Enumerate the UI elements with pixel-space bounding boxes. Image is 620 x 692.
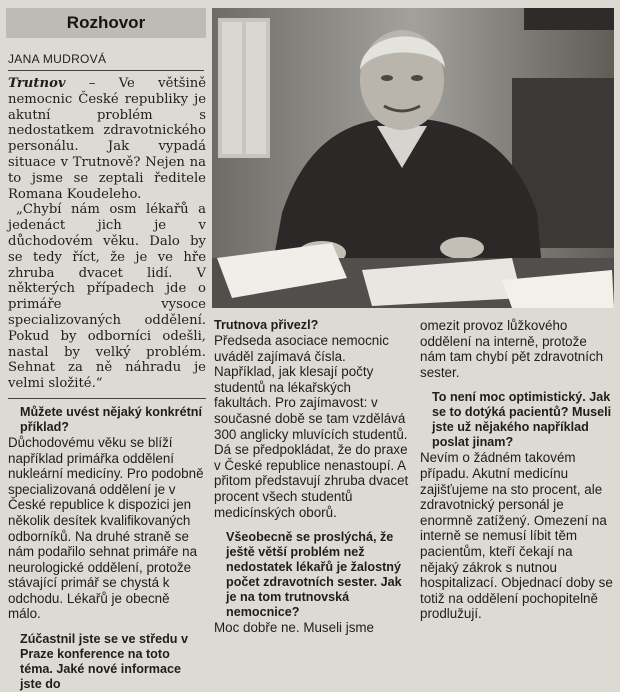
question-4: To není moc optimistický. Jak se to dotýká pacientů? Museli jste už nějakého například poslat jinam? — [432, 390, 612, 450]
quote-paragraph: „Chybí nám osm lékařů a jedenáct jich je v důchodovém věku. Dalo by se tedy říct, že je ve hře zhruba dvacet lidí. V některých případech jde o primáře vysoce specializovaných oddělení. Pokud by odborníci odešli, nastal by velký problém. Sehnat za ně náhradu je velmi složité.“ — [8, 202, 206, 392]
dateline: Trutnov — [8, 76, 66, 91]
section-rubric: Rozhovor — [6, 8, 206, 38]
photo-illustration — [212, 8, 614, 308]
wall-picture — [524, 8, 614, 30]
interview-photo — [212, 8, 614, 308]
intro-paragraph: Trutnov – Ve většině nemocnic České republiky je akutní problém s nedostatkem zdravotnického personálu. Jak vypadá situace v Trutnově? Nejen na to jsme se zeptali ředitele Romana Koudeleho. — [8, 76, 206, 202]
divider — [8, 398, 206, 399]
answer-2: Předseda asociace nemocnic uváděl zajímavá čísla. Například, jak klesají počty studentů na lékařských fakultách. Pro zajímavost: v současné době se tam vzdělává 300 anglicky mluvících studentů. Dá se předpokládat, že do praxe v České republice nenastoupí. A přitom představují zhruba dvacet procent všech studentů medicínských oborů. — [214, 333, 409, 520]
column-1 — [8, 76, 206, 692]
column-3 — [420, 318, 614, 622]
question-2-start: Zúčastnil jste se ve středu v Praze konference na toto téma. Jaké nové informace jste do — [20, 632, 188, 692]
answer-3-start: Moc dobře ne. Museli jsme — [214, 620, 375, 636]
column-2 — [214, 318, 410, 636]
answer-4: Nevím o žádném takovém případu. Akutní medicínu zajišťujeme na sto procent, ale zdravotnický personál je enormně zatížený. Omezení na interně se nemusí líbit těm pacientům, kteří čekají na nějaký zákrok s nutnou hospitalizací. Objednací doby se totiž na oddělení pochopitelně prodlužují. — [420, 450, 613, 622]
question-2-end: Trutnova přivezl? — [214, 318, 319, 332]
question-1: Můžete uvést nějaký konkrétní příklad? — [20, 404, 202, 434]
answer-3-end: omezit provoz lůžkového oddělení na interně, protože nám tam chybí pět zdravotních sester. — [420, 318, 604, 380]
question-3: Všeobecně se proslýchá, že ještě větší problém než nedostatek lékařů je žalostný počet zdravotních sester. Jak je na tom trutnovská nemocnice? — [226, 530, 402, 620]
author-byline: JANA MUDROVÁ — [8, 52, 204, 71]
answer-1: Důchodovému věku se blíží například primářka oddělení nukleární medicíny. Pro podobně specializovaná oddělení je v České republice k dispozici jen několik desítek kvalifikovaných odborníků. Na druhé straně se nám podařilo sehnat primáře na neurologické oddělení, protože stávající primář se chystá k odchodu. Lékařů je obecně málo. — [8, 434, 204, 622]
